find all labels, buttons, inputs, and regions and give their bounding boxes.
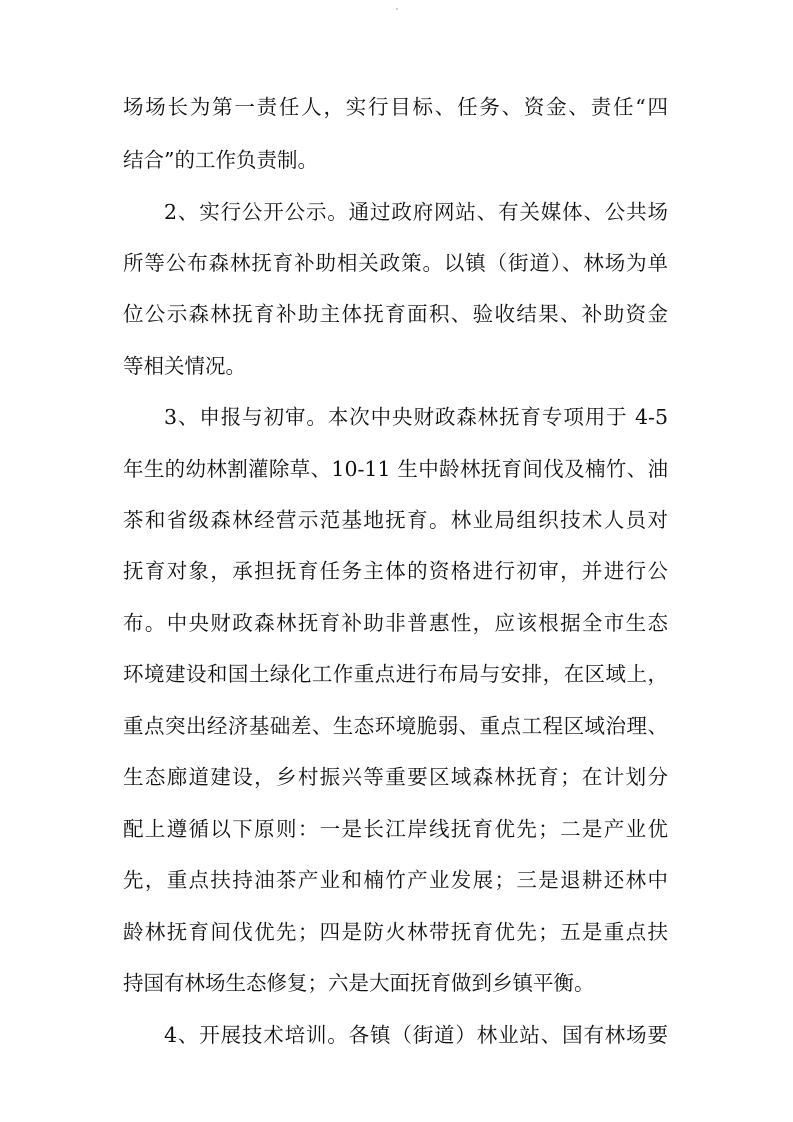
text-line-16: 先，重点扶持油茶产业和楠竹产业发展；三是退耕还林中	[123, 868, 668, 892]
text-line-14: 生态廊道建设，乡村振兴等重要区域森林抚育；在计划分	[123, 765, 668, 789]
text-line-4: 所等公布森林抚育补助相关政策。以镇（街道）、林场为单	[123, 251, 668, 275]
text-line-7: 3、申报与初审。本次中央财政森林抚育专项用于 4-5	[164, 405, 668, 429]
text-line-19: 4、开展技术培训。各镇（街道）林业站、国有林场要	[164, 1023, 668, 1047]
text-line-11: 布。中央财政森林抚育补助非普惠性，应该根据全市生态	[123, 611, 668, 635]
text-line-18: 持国有林场生态修复；六是大面抚育做到乡镇平衡。	[123, 971, 595, 995]
text-line-10: 抚育对象，承担抚育任务主体的资格进行初审，并进行公	[123, 559, 668, 583]
text-line-9: 茶和省级森林经营示范基地抚育。林业局组织技术人员对	[123, 508, 668, 532]
text-line-2: 结合”的工作负责制。	[123, 148, 318, 172]
text-line-3: 2、实行公开公示。通过政府网站、有关媒体、公共场	[164, 200, 668, 224]
text-line-8: 年生的幼林割灌除草、10-11 生中龄林抚育间伐及楠竹、油	[123, 457, 668, 481]
scan-speck	[396, 8, 398, 10]
text-line-17: 龄林抚育间伐优先；四是防火林带抚育优先；五是重点扶	[123, 920, 668, 944]
text-line-12: 环境建设和国土绿化工作重点进行布局与安排，在区域上，	[123, 662, 668, 686]
text-line-13: 重点突出经济基础差、生态环境脆弱、重点工程区域治理、	[123, 714, 668, 738]
text-line-1: 场场长为第一责任人，实行目标、任务、资金、责任“四	[123, 95, 668, 119]
text-line-5: 位公示森林抚育补助主体抚育面积、验收结果、补助资金	[123, 302, 668, 326]
text-line-6: 等相关情况。	[123, 354, 246, 378]
text-line-15: 配上遵循以下原则：一是长江岸线抚育优先；二是产业优	[123, 817, 668, 841]
